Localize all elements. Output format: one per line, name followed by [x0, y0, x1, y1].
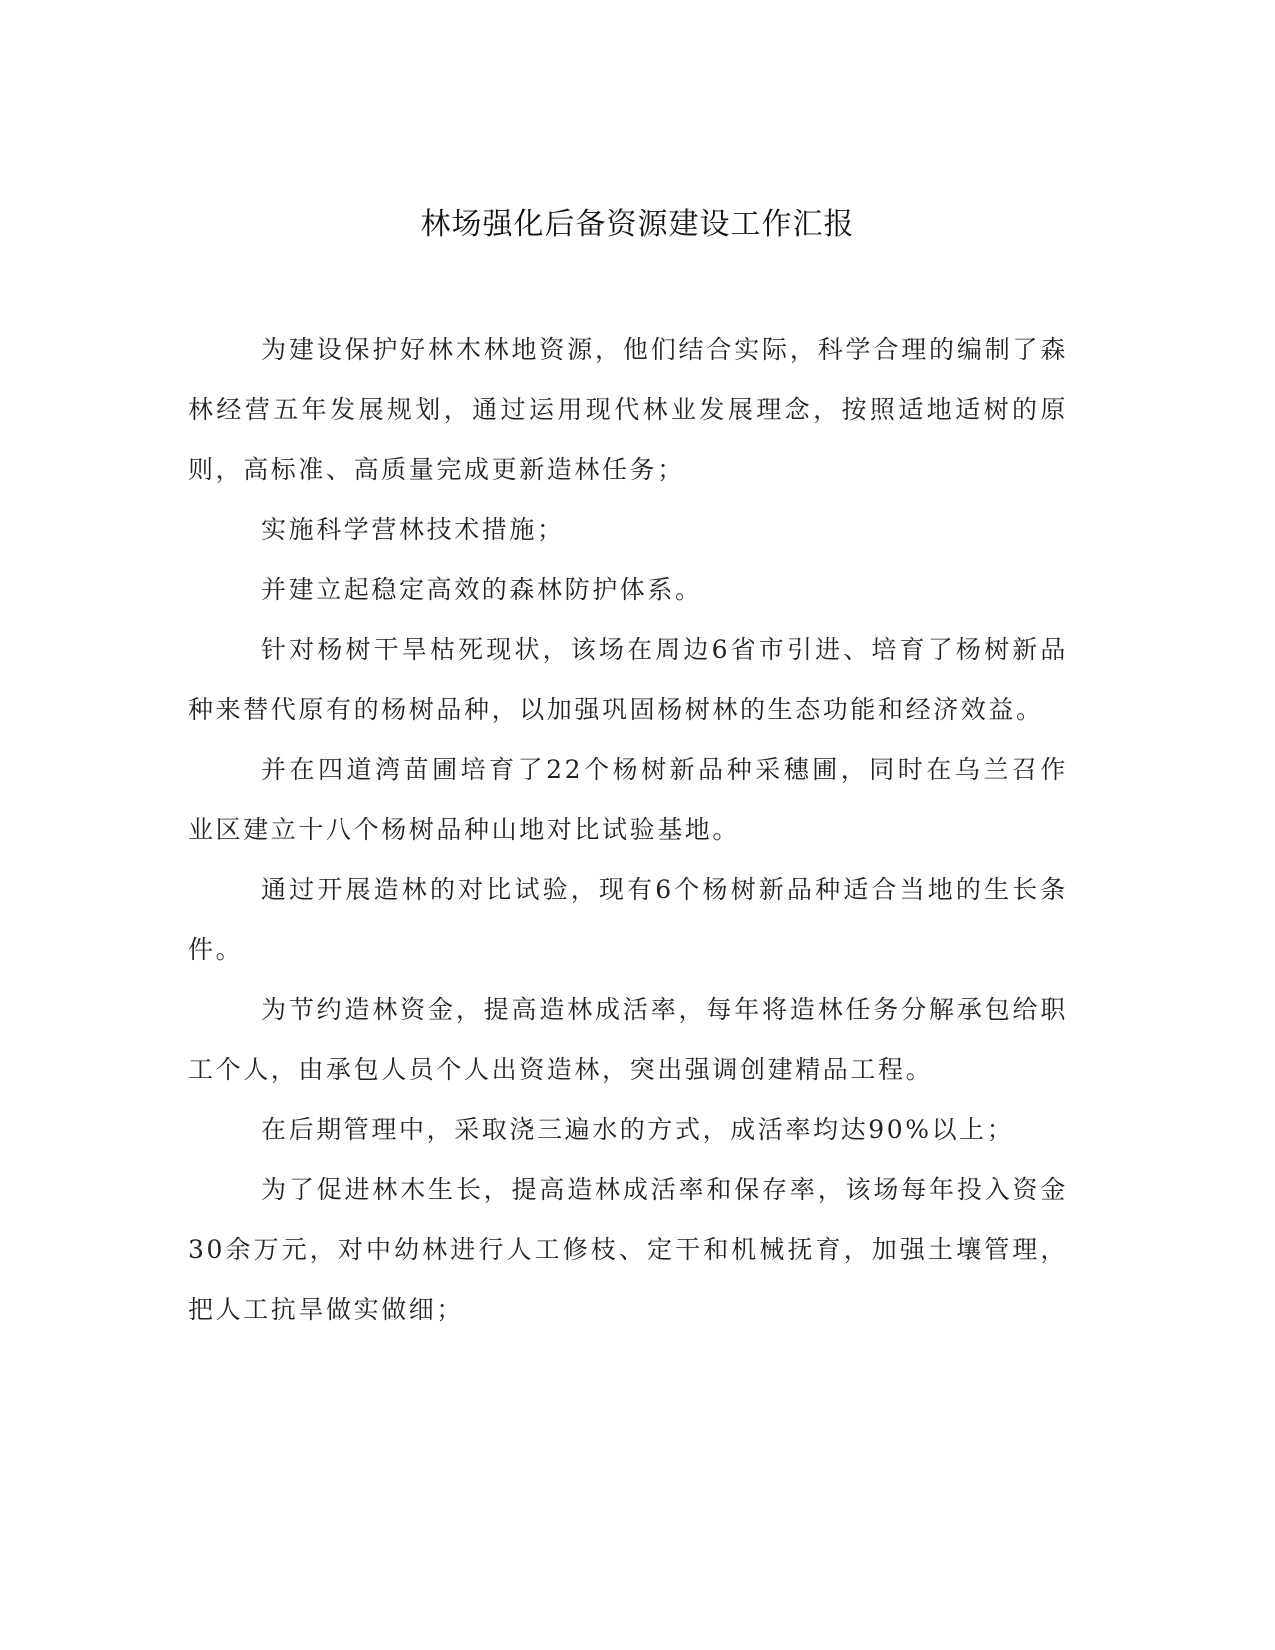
document-body: [188, 320, 1068, 1340]
document-title: 林场强化后备资源建设工作汇报: [420, 207, 855, 242]
paragraph: 并在四道湾苗圃培育了22个杨树新品种采穗圃，同时在乌兰召作业区建立十八个杨树品种山地对比试验基地。: [188, 755, 1068, 844]
paragraph: 并建立起稳定高效的森林防护体系。: [261, 575, 703, 604]
paragraph: 通过开展造林的对比试验，现有6个杨树新品种适合当地的生长条件。: [188, 875, 1068, 964]
paragraph: 为节约造林资金，提高造林成活率，每年将造林任务分解承包给职工个人，由承包人员个人出资造林，突出强调创建精品工程。: [188, 995, 1068, 1084]
paragraph: 为了促进林木生长，提高造林成活率和保存率，该场每年投入资金30余万元，对中幼林进行人工修枝、定干和机械抚育，加强土壤管理，把人工抗旱做实做细；: [188, 1175, 1068, 1324]
paragraph: 针对杨树干旱枯死现状，该场在周边6省市引进、培育了杨树新品种来替代原有的杨树品种，以加强巩固杨树林的生态功能和经济效益。: [188, 635, 1068, 724]
paragraph: 实施科学营林技术措施；: [261, 515, 565, 544]
paragraph: 在后期管理中，采取浇三遍水的方式，成活率均达90%以上；: [261, 1115, 1015, 1144]
paragraph: 为建设保护好林木林地资源，他们结合实际，科学合理的编制了森林经营五年发展规划，通过运用现代林业发展理念，按照适地适树的原则，高标准、高质量完成更新造林任务；: [188, 335, 1068, 484]
